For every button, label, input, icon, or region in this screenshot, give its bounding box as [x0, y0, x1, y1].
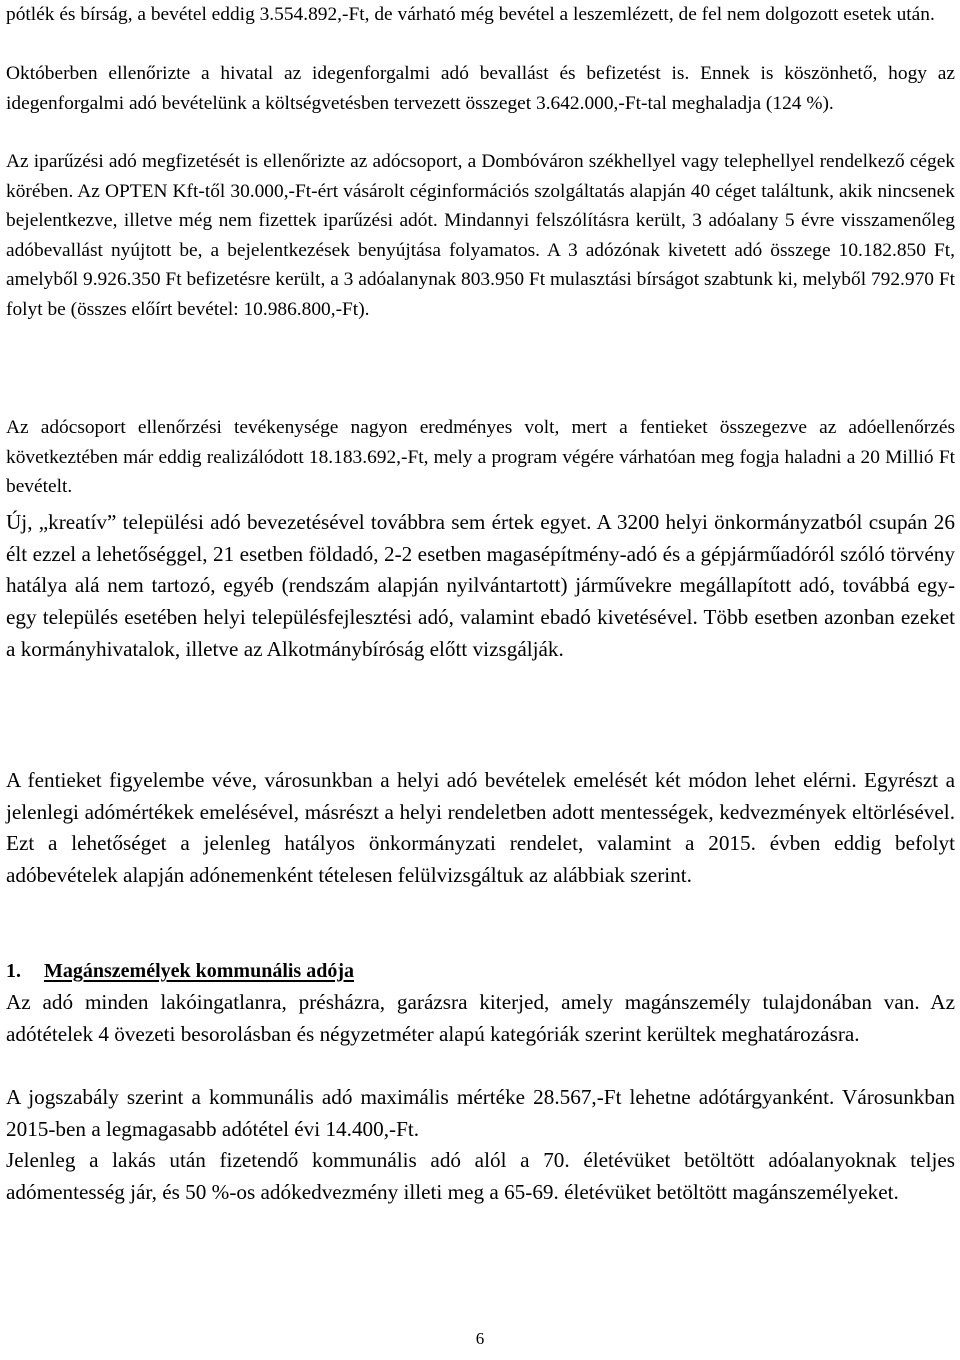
paragraph-creative-local-tax: Új, „kreatív” települési adó bevezetésével továbbra sem értek egyet. A 3200 helyi önkormányzatból csupán 26 élt ezzel a lehetőséggel, 21 esetben földadó, 2-2 esetben magasépítmény-adó és a gépjárműadóról szóló törvény hatálya alá nem tartozó, egyéb (rendszám alapján nyilvántartott) járművekre megállapított adó, továbbá egy-egy település esetében helyi településfejlesztési adó, valamint ebadó kivetésével. Több esetben azonban ezeket a kormányhivatalok, illetve az Alkotmánybíróság előtt vizsgálják.	[6, 510, 955, 661]
section-heading	[6, 957, 354, 985]
paragraph-communal-tax-scope: Az adó minden lakóingatlanra, présházra, garázsra kiterjed, amely magánszemély tulajdonában van. Az adótételek 4 övezeti besorolásban és négyzetméter alapú kategóriák szerint kerültek meghatározásra.	[6, 990, 955, 1046]
page-number: 6	[475, 1329, 485, 1348]
paragraph-tax-revenue-increase: A fentieket figyelembe véve, városunkban a helyi adó bevételek emelését két módon lehet elérni. Egyrészt a jelenlegi adómértékek emelésével, másrészt a helyi rendeletben adott mentességek, kedvezmények eltörlésével. Ezt a lehetőséget a jelenleg hatályos önkormányzati rendelet, valamint a 2015. évben eddig befolyt adóbevételek alapján adónemenként tételesen felülvizsgáltuk az alábbiak szerint.	[6, 768, 955, 888]
paragraph-audit-results: Az adócsoport ellenőrzési tevékenysége nagyon eredményes volt, mert a fentieket összegezve az adóellenőrzés következtében már eddig realizálódott 18.183.692,-Ft, mely a program végére várhatóan meg fogja haladni a 20 Millió Ft bevételt.	[6, 417, 955, 497]
section-number: 1.	[6, 960, 21, 982]
paragraph-business-tax-audit: Az iparűzési adó megfizetését is ellenőrizte az adócsoport, a Dombóváron székhellyel vagy telephellyel rendelkező cégek körében. Az OPTEN Kft-től 30.000,-Ft-ért vásárolt céginformációs szolgáltatás alapján 40 céget találtunk, akik nincsenek bejelentkezve, illetve még nem fizettek iparűzési adót. Mindannyi felszólításra került, 3 adóalany 5 évre visszamenőleg adóbevallást nyújtott be, a bejelentkezések benyújtása folyamatos. A 3 adózónak kivetett adó összege 10.182.850 Ft, amelyből 9.926.350 Ft befizetésre került, a 3 adóalanynak 803.950 Ft mulasztási bírságot szabtunk ki, melyből 792.970 Ft folyt be (összes előírt bevétel: 10.986.800,-Ft).	[6, 151, 955, 320]
paragraph-communal-tax-exemption: Jelenleg a lakás után fizetendő kommunális adó alól a 70. életévüket betöltött adóalanyoknak teljes adómentesség jár, és 50 %-os adókedvezmény illeti meg a 65-69. életévüket betöltött magánszemélyeket.	[6, 1148, 955, 1204]
section-title: Magánszemélyek kommunális adója	[44, 960, 354, 982]
paragraph-communal-tax-maximum: A jogszabály szerint a kommunális adó maximális mértéke 28.567,-Ft lehetne adótárgyanként. Városunkban 2015-ben a legmagasabb adótétel évi 14.400,-Ft.	[6, 1085, 955, 1141]
paragraph-penalty-revenue: pótlék és bírság, a bevétel eddig 3.554.892,-Ft, de várható még bevétel a leszemlézett, de fel nem dolgozott esetek után.	[6, 4, 935, 25]
paragraph-tourism-tax: Októberben ellenőrizte a hivatal az idegenforgalmi adó bevallást és befizetést is. Ennek is köszönhető, hogy az idegenforgalmi adó bevételünk a költségvetésben tervezett összeget 3.642.000,-Ft-tal meghaladja (124 %).	[6, 63, 955, 114]
